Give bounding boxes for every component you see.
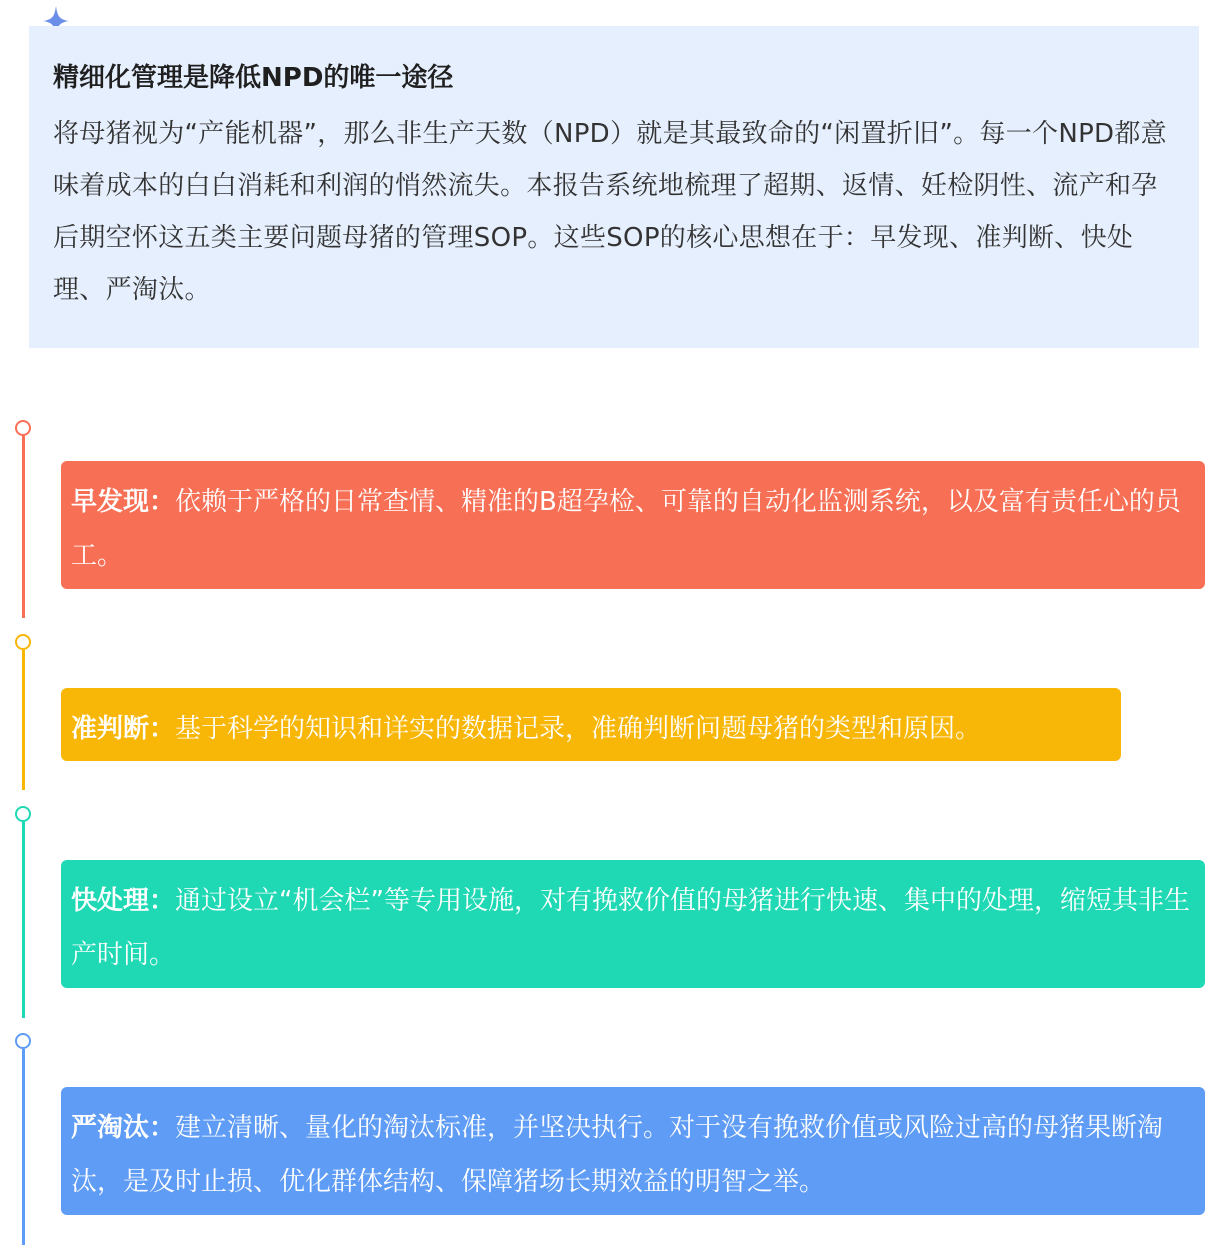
intro-title: 精细化管理是降低NPD的唯一途径 bbox=[53, 63, 454, 93]
timeline-line bbox=[22, 650, 25, 790]
card-label: 准判断： bbox=[71, 714, 176, 744]
timeline-card-accurate-judgment bbox=[61, 688, 1121, 761]
timeline-card-strict-culling bbox=[61, 1087, 1205, 1215]
intro-callout bbox=[29, 26, 1199, 348]
timeline-dot bbox=[15, 420, 31, 436]
timeline-card-early-detection bbox=[61, 461, 1205, 589]
timeline-dot bbox=[15, 806, 31, 822]
card-text: 通过设立“机会栏”等专用设施，对有挽救价值的母猪进行快速、集中的处理，缩短其非生产时间。 bbox=[71, 886, 1190, 970]
intro-body: 将母猪视为“产能机器”，那么非生产天数（NPD）就是其最致命的“闲置折旧”。每一个NPD都意味着成本的白白消耗和利润的悄然流失。本报告系统地梳理了超期、返情、妊检阴性、流产和孕后期空怀这五类主要问题母猪的管理SOP。这些SOP的核心思想在于：早发现、准判断、快处理、严淘汰。 bbox=[53, 119, 1167, 305]
card-label: 严淘汰： bbox=[71, 1113, 176, 1143]
card-text: 基于科学的知识和详实的数据记录，准确判断问题母猪的类型和原因。 bbox=[175, 714, 982, 744]
timeline-line bbox=[22, 822, 25, 1018]
card-text: 依赖于严格的日常查情、精准的B超孕检、可靠的自动化监测系统，以及富有责任心的员工。 bbox=[71, 487, 1181, 571]
timeline-line bbox=[22, 436, 25, 618]
card-text: 建立清晰、量化的淘汰标准，并坚决执行。对于没有挽救价值或风险过高的母猪果断淘汰，是及时止损、优化群体结构、保障猪场长期效益的明智之举。 bbox=[71, 1113, 1164, 1197]
timeline-dot bbox=[15, 1033, 31, 1049]
card-label: 早发现： bbox=[71, 487, 176, 517]
timeline-line bbox=[22, 1049, 25, 1245]
card-label: 快处理： bbox=[71, 886, 176, 916]
timeline-card-fast-handling bbox=[61, 860, 1205, 988]
timeline-dot bbox=[15, 634, 31, 650]
